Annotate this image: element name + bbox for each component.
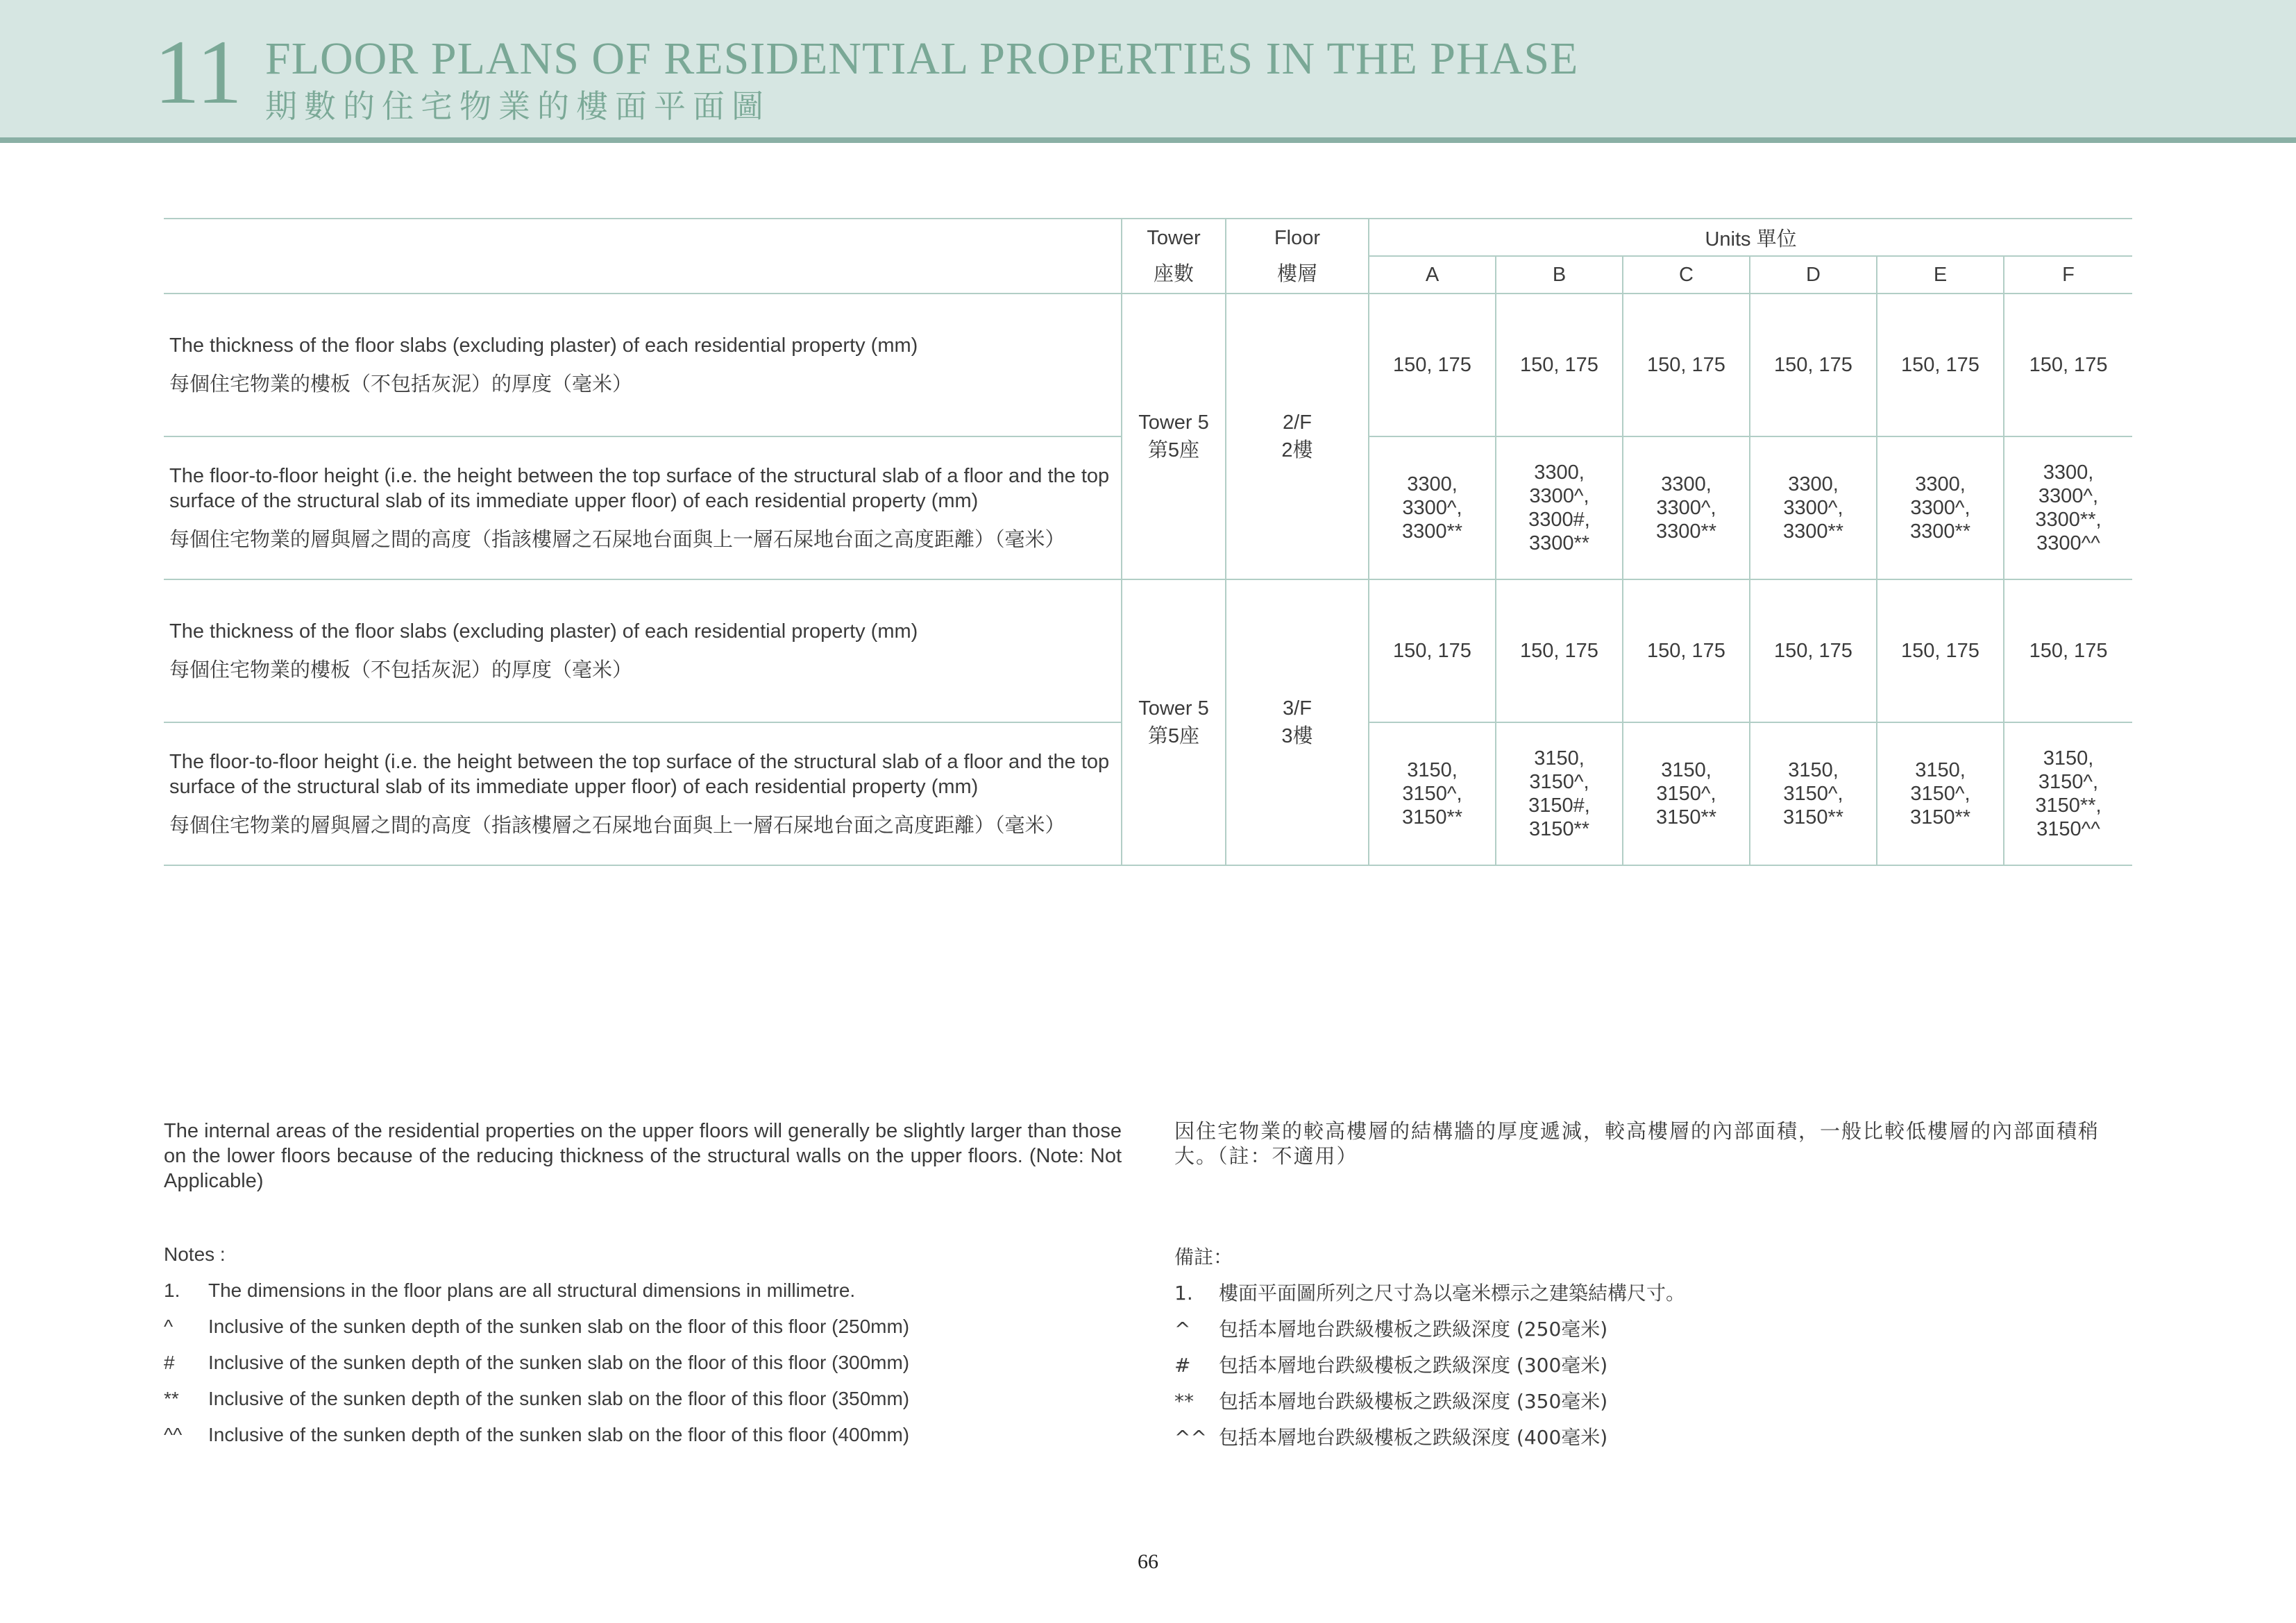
note-mark: ^^ xyxy=(1174,1426,1207,1449)
height-value: 3150, xyxy=(1915,759,1966,781)
thickness-cell-d: 150, 175 xyxy=(1750,579,1877,722)
height-value: 3150** xyxy=(1401,806,1463,829)
height-value: 3300#, xyxy=(1528,509,1590,531)
internal-area-note-zh: 因住宅物業的較高樓層的結構牆的厚度遞減，較高樓層的內部面積，一般比較低樓層的內部面積稍大。（註：不適用） xyxy=(1174,1119,2100,1168)
note-mark: # xyxy=(164,1352,175,1373)
height-value: 3300**, xyxy=(2035,509,2102,531)
height-cell-e xyxy=(1877,722,2004,865)
height-cell-b xyxy=(1496,722,1623,865)
row-label-zh: 每個住宅物業的樓板（不包括灰泥）的厚度（毫米） xyxy=(169,659,633,681)
floor-cell xyxy=(1226,294,1369,579)
note-text: 包括本層地台跌級樓板之跌級深度 (350毫米) xyxy=(1219,1390,1608,1413)
height-value: 3300^, xyxy=(1656,497,1716,519)
tower-cell xyxy=(1122,579,1226,865)
height-value: 3300, xyxy=(1661,473,1712,495)
row-label-en: The thickness of the floor slabs (excluding plaster) of each residential property (mm) xyxy=(169,334,918,357)
row-label-height xyxy=(164,722,1122,865)
row-label-en: The floor-to-floor height (i.e. the height between the top surface of the structural slab of a floor and the top surface of the structural slab of its immediate upper floor) of each residential property (mm) xyxy=(169,465,1110,512)
notes-list xyxy=(164,1278,1122,1447)
thickness-cell-c: 150, 175 xyxy=(1623,579,1750,722)
height-value: 3300** xyxy=(1655,520,1717,543)
unit-header-a: A xyxy=(1369,256,1496,294)
height-value: 3150** xyxy=(1655,806,1717,829)
note-text: 包括本層地台跌級樓板之跌級深度 (300毫米) xyxy=(1219,1354,1608,1377)
row-label-zh: 每個住宅物業的層與層之間的高度（指該樓層之石屎地台面與上一層石屎地台面之高度距離）（毫米） xyxy=(169,815,1065,837)
unit-header-d: D xyxy=(1750,256,1877,294)
unit-header-f: F xyxy=(2004,256,2132,294)
internal-area-note: The internal areas of the residential properties on the upper floors will generally be slightly larger than those on the lower floors because of the reducing thickness of the structural walls on the upper floors. (Note: Not Applicable) xyxy=(164,1120,1122,1192)
height-value: 3150^, xyxy=(1402,783,1462,805)
header-row-1 xyxy=(164,219,2132,256)
note-item xyxy=(164,1422,1122,1447)
chapter-number: 11 xyxy=(154,21,243,123)
unit-header-b: B xyxy=(1496,256,1623,294)
height-value: 3300^, xyxy=(1910,497,1970,519)
row-label-zh: 每個住宅物業的樓板（不包括灰泥）的厚度（毫米） xyxy=(169,373,633,396)
height-value: 3300^^ xyxy=(2036,532,2100,554)
height-cell-d xyxy=(1750,722,1877,865)
height-cell-f xyxy=(2004,436,2132,579)
note-text: 樓面平面圖所列之尺寸為以毫米標示之建築結構尺寸。 xyxy=(1219,1282,1686,1305)
table-body xyxy=(164,219,2132,865)
height-value: 3300, xyxy=(1534,461,1585,484)
note-item xyxy=(164,1350,1122,1375)
floor-value-zh: 2樓 xyxy=(1281,439,1313,461)
table-row xyxy=(164,294,2132,436)
thickness-cell-e: 150, 175 xyxy=(1877,294,2004,436)
height-value: 3300** xyxy=(1401,520,1463,543)
note-text: Inclusive of the sunken depth of the sunken slab on the floor of this floor (250mm) xyxy=(208,1316,910,1337)
tower-value-zh: 第5座 xyxy=(1147,439,1200,461)
height-value: 3150, xyxy=(1407,759,1458,781)
height-value: 3150, xyxy=(2043,747,2094,770)
thickness-cell-b: 150, 175 xyxy=(1496,294,1623,436)
floor-value-zh: 3樓 xyxy=(1281,725,1313,747)
thickness-cell-e: 150, 175 xyxy=(1877,579,2004,722)
height-value: 3300^, xyxy=(2038,485,2099,507)
height-cell-c xyxy=(1623,722,1750,865)
floor-value: 2/F xyxy=(1283,411,1312,434)
height-value: 3150**, xyxy=(2035,794,2102,817)
height-value: 3300, xyxy=(1407,473,1458,495)
tower-value: Tower 5 xyxy=(1138,411,1209,434)
notes-english xyxy=(164,1242,1122,1459)
tower-header-label: Tower xyxy=(1147,227,1201,249)
height-value: 3150, xyxy=(1788,759,1839,781)
note-item xyxy=(1174,1281,2132,1306)
row-label-en: The floor-to-floor height (i.e. the height between the top surface of the structural slab of a floor and the top surface of the structural slab of its immediate upper floor) of each residential property (mm) xyxy=(169,751,1110,798)
chapter-title-zh: 期數的住宅物業的樓面平面圖 xyxy=(265,87,770,125)
height-cell-f xyxy=(2004,722,2132,865)
height-cell-b xyxy=(1496,436,1623,579)
floor-value: 3/F xyxy=(1283,697,1312,720)
height-value: 3300^, xyxy=(1402,497,1462,519)
note-mark: ^ xyxy=(1174,1318,1191,1341)
height-cell-d xyxy=(1750,436,1877,579)
note-item xyxy=(164,1278,1122,1303)
unit-header-c: C xyxy=(1623,256,1750,294)
page-number: 66 xyxy=(1138,1550,1158,1573)
thickness-cell-f: 150, 175 xyxy=(2004,579,2132,722)
height-value: 3150^, xyxy=(1529,771,1589,793)
unit-header-e: E xyxy=(1877,256,2004,294)
floor-header-label-zh: 樓層 xyxy=(1276,263,1317,285)
note-text: Inclusive of the sunken depth of the sunken slab on the floor of this floor (400mm) xyxy=(208,1424,910,1445)
note-mark: ^^ xyxy=(164,1424,183,1445)
height-value: 3150^^ xyxy=(2036,818,2100,840)
height-value: 3150** xyxy=(1782,806,1844,829)
units-header: Units 單位 xyxy=(1369,219,2132,256)
note-text: Inclusive of the sunken depth of the sunken slab on the floor of this floor (350mm) xyxy=(208,1388,910,1409)
height-value: 3150** xyxy=(1909,806,1971,829)
height-value: 3300** xyxy=(1782,520,1844,543)
floor-cell xyxy=(1226,579,1369,865)
note-text: Inclusive of the sunken depth of the sunken slab on the floor of this floor (300mm) xyxy=(208,1352,910,1373)
height-value: 3150#, xyxy=(1528,794,1590,817)
note-mark: 1. xyxy=(1174,1282,1193,1305)
note-mark: ^ xyxy=(164,1316,174,1337)
floor-spec-table xyxy=(164,218,2132,866)
height-cell-e xyxy=(1877,436,2004,579)
tower-cell xyxy=(1122,294,1226,579)
note-item xyxy=(1174,1317,2132,1342)
note-item xyxy=(164,1386,1122,1411)
thickness-cell-d: 150, 175 xyxy=(1750,294,1877,436)
height-cell-a xyxy=(1369,436,1496,579)
tower-header-label-zh: 座數 xyxy=(1153,263,1194,285)
note-mark: ** xyxy=(164,1388,179,1409)
chapter-header xyxy=(0,0,2296,143)
table-row xyxy=(164,579,2132,722)
thickness-cell-b: 150, 175 xyxy=(1496,579,1623,722)
note-mark: 1. xyxy=(164,1280,180,1301)
note-item xyxy=(1174,1425,2132,1450)
height-value: 3300, xyxy=(2043,461,2094,484)
note-mark: ** xyxy=(1174,1390,1194,1413)
thickness-cell-f: 150, 175 xyxy=(2004,294,2132,436)
height-value: 3300, xyxy=(1915,473,1966,495)
note-item xyxy=(1174,1389,2132,1414)
tower-value-zh: 第5座 xyxy=(1147,725,1200,747)
height-value: 3150** xyxy=(1528,818,1590,840)
header-blank-cell xyxy=(164,219,1122,294)
height-value: 3300** xyxy=(1909,520,1971,543)
row-label-height xyxy=(164,436,1122,579)
notes-chinese xyxy=(1174,1245,2132,1461)
row-label-zh: 每個住宅物業的層與層之間的高度（指該樓層之石屎地台面與上一層石屎地台面之高度距離）（毫米） xyxy=(169,529,1065,551)
notes-title: Notes : xyxy=(164,1243,226,1265)
note-text: 包括本層地台跌級樓板之跌級深度 (400毫米) xyxy=(1219,1426,1608,1449)
height-value: 3300** xyxy=(1528,532,1590,554)
height-value: 3300^, xyxy=(1783,497,1843,519)
height-cell-a xyxy=(1369,722,1496,865)
chapter-title: FLOOR PLANS OF RESIDENTIAL PROPERTIES IN THE PHASE xyxy=(265,33,1579,84)
note-text: 包括本層地台跌級樓板之跌級深度 (250毫米) xyxy=(1219,1318,1608,1341)
thickness-cell-a: 150, 175 xyxy=(1369,579,1496,722)
thickness-cell-c: 150, 175 xyxy=(1623,294,1750,436)
note-item xyxy=(164,1314,1122,1339)
notes-title-zh: 備註： xyxy=(1174,1246,1233,1268)
floor-header xyxy=(1226,219,1369,294)
floor-header-label: Floor xyxy=(1274,227,1321,249)
note-item xyxy=(1174,1353,2132,1378)
thickness-cell-a: 150, 175 xyxy=(1369,294,1496,436)
row-label-thickness xyxy=(164,579,1122,722)
row-label-en: The thickness of the floor slabs (excluding plaster) of each residential property (mm) xyxy=(169,620,918,643)
height-value: 3300, xyxy=(1788,473,1839,495)
height-cell-c xyxy=(1623,436,1750,579)
note-text: The dimensions in the floor plans are all structural dimensions in millimetre. xyxy=(208,1280,856,1301)
height-value: 3300^, xyxy=(1529,485,1589,507)
note-mark: # xyxy=(1174,1354,1191,1377)
tower-header xyxy=(1122,219,1226,294)
height-value: 3150, xyxy=(1661,759,1712,781)
height-value: 3150^, xyxy=(2038,771,2099,793)
tower-value: Tower 5 xyxy=(1138,697,1209,720)
height-value: 3150^, xyxy=(1910,783,1970,805)
height-value: 3150^, xyxy=(1656,783,1716,805)
height-value: 3150, xyxy=(1534,747,1585,770)
row-label-thickness xyxy=(164,294,1122,436)
notes-list-zh xyxy=(1174,1281,2132,1450)
height-value: 3150^, xyxy=(1783,783,1843,805)
